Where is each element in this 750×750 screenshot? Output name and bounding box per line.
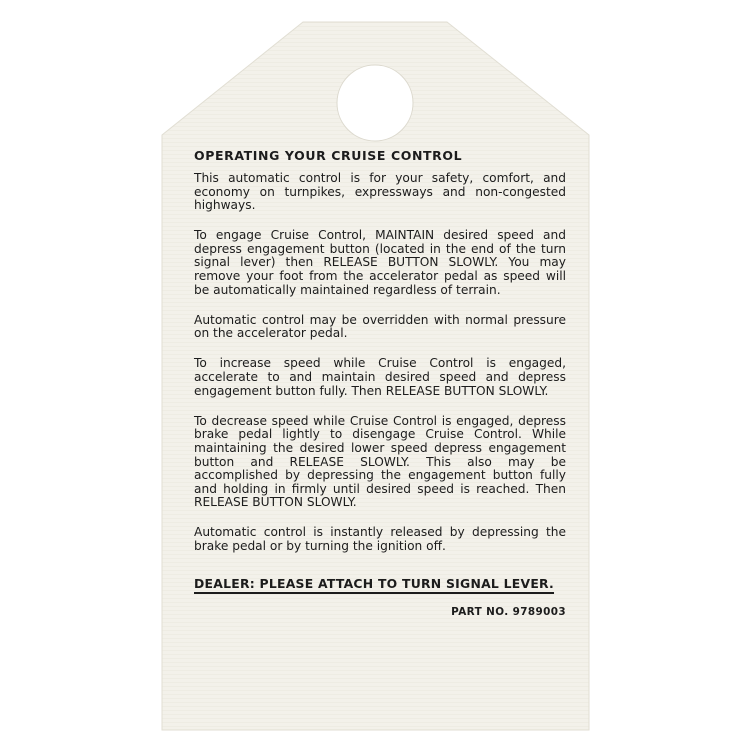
string-hole [337, 65, 413, 141]
paragraph-intro: This automatic control is for your safety, comfort, and economy on turnpikes, expressways and non-congested highways. [194, 171, 566, 213]
tag-text-block [194, 148, 566, 618]
tag-heading: OPERATING YOUR CRUISE CONTROL [194, 148, 463, 163]
dealer-note: DEALER: PLEASE ATTACH TO TURN SIGNAL LEVER. [194, 575, 555, 591]
paragraph-override: Automatic control may be overridden with normal pressure on the accelerator pedal. [194, 312, 566, 341]
paragraph-increase-speed: To increase speed while Cruise Control is engaged, accelerate to and maintain desired speed and depress engagement button fully. Then RELEASE BUTTON SLOWLY. [194, 356, 566, 398]
paragraph-decrease-speed: To decrease speed while Cruise Control is engaged, depress brake pedal lightly to disengage Cruise Control. While maintaining the desired lower speed depress engagement button and RELEASE SLOWLY. This also may be accomplished by depressing the engagement button fully and holding in firmly until desired speed is reached. Then RELEASE BUTTON SLOWLY. [194, 413, 566, 510]
part-number: PART NO. 9789003 [451, 605, 566, 618]
paragraph-release: Automatic control is instantly released by depressing the brake pedal or by turning the ignition off. [194, 525, 566, 553]
paragraph-engage: To engage Cruise Control, MAINTAIN desired speed and depress engagement button (located in the end of the turn signal lever) then RELEASE BUTTON SLOWLY. You may remove your foot from the accelerator pedal as speed will be automatically maintained regardless of terrain. [194, 228, 566, 297]
